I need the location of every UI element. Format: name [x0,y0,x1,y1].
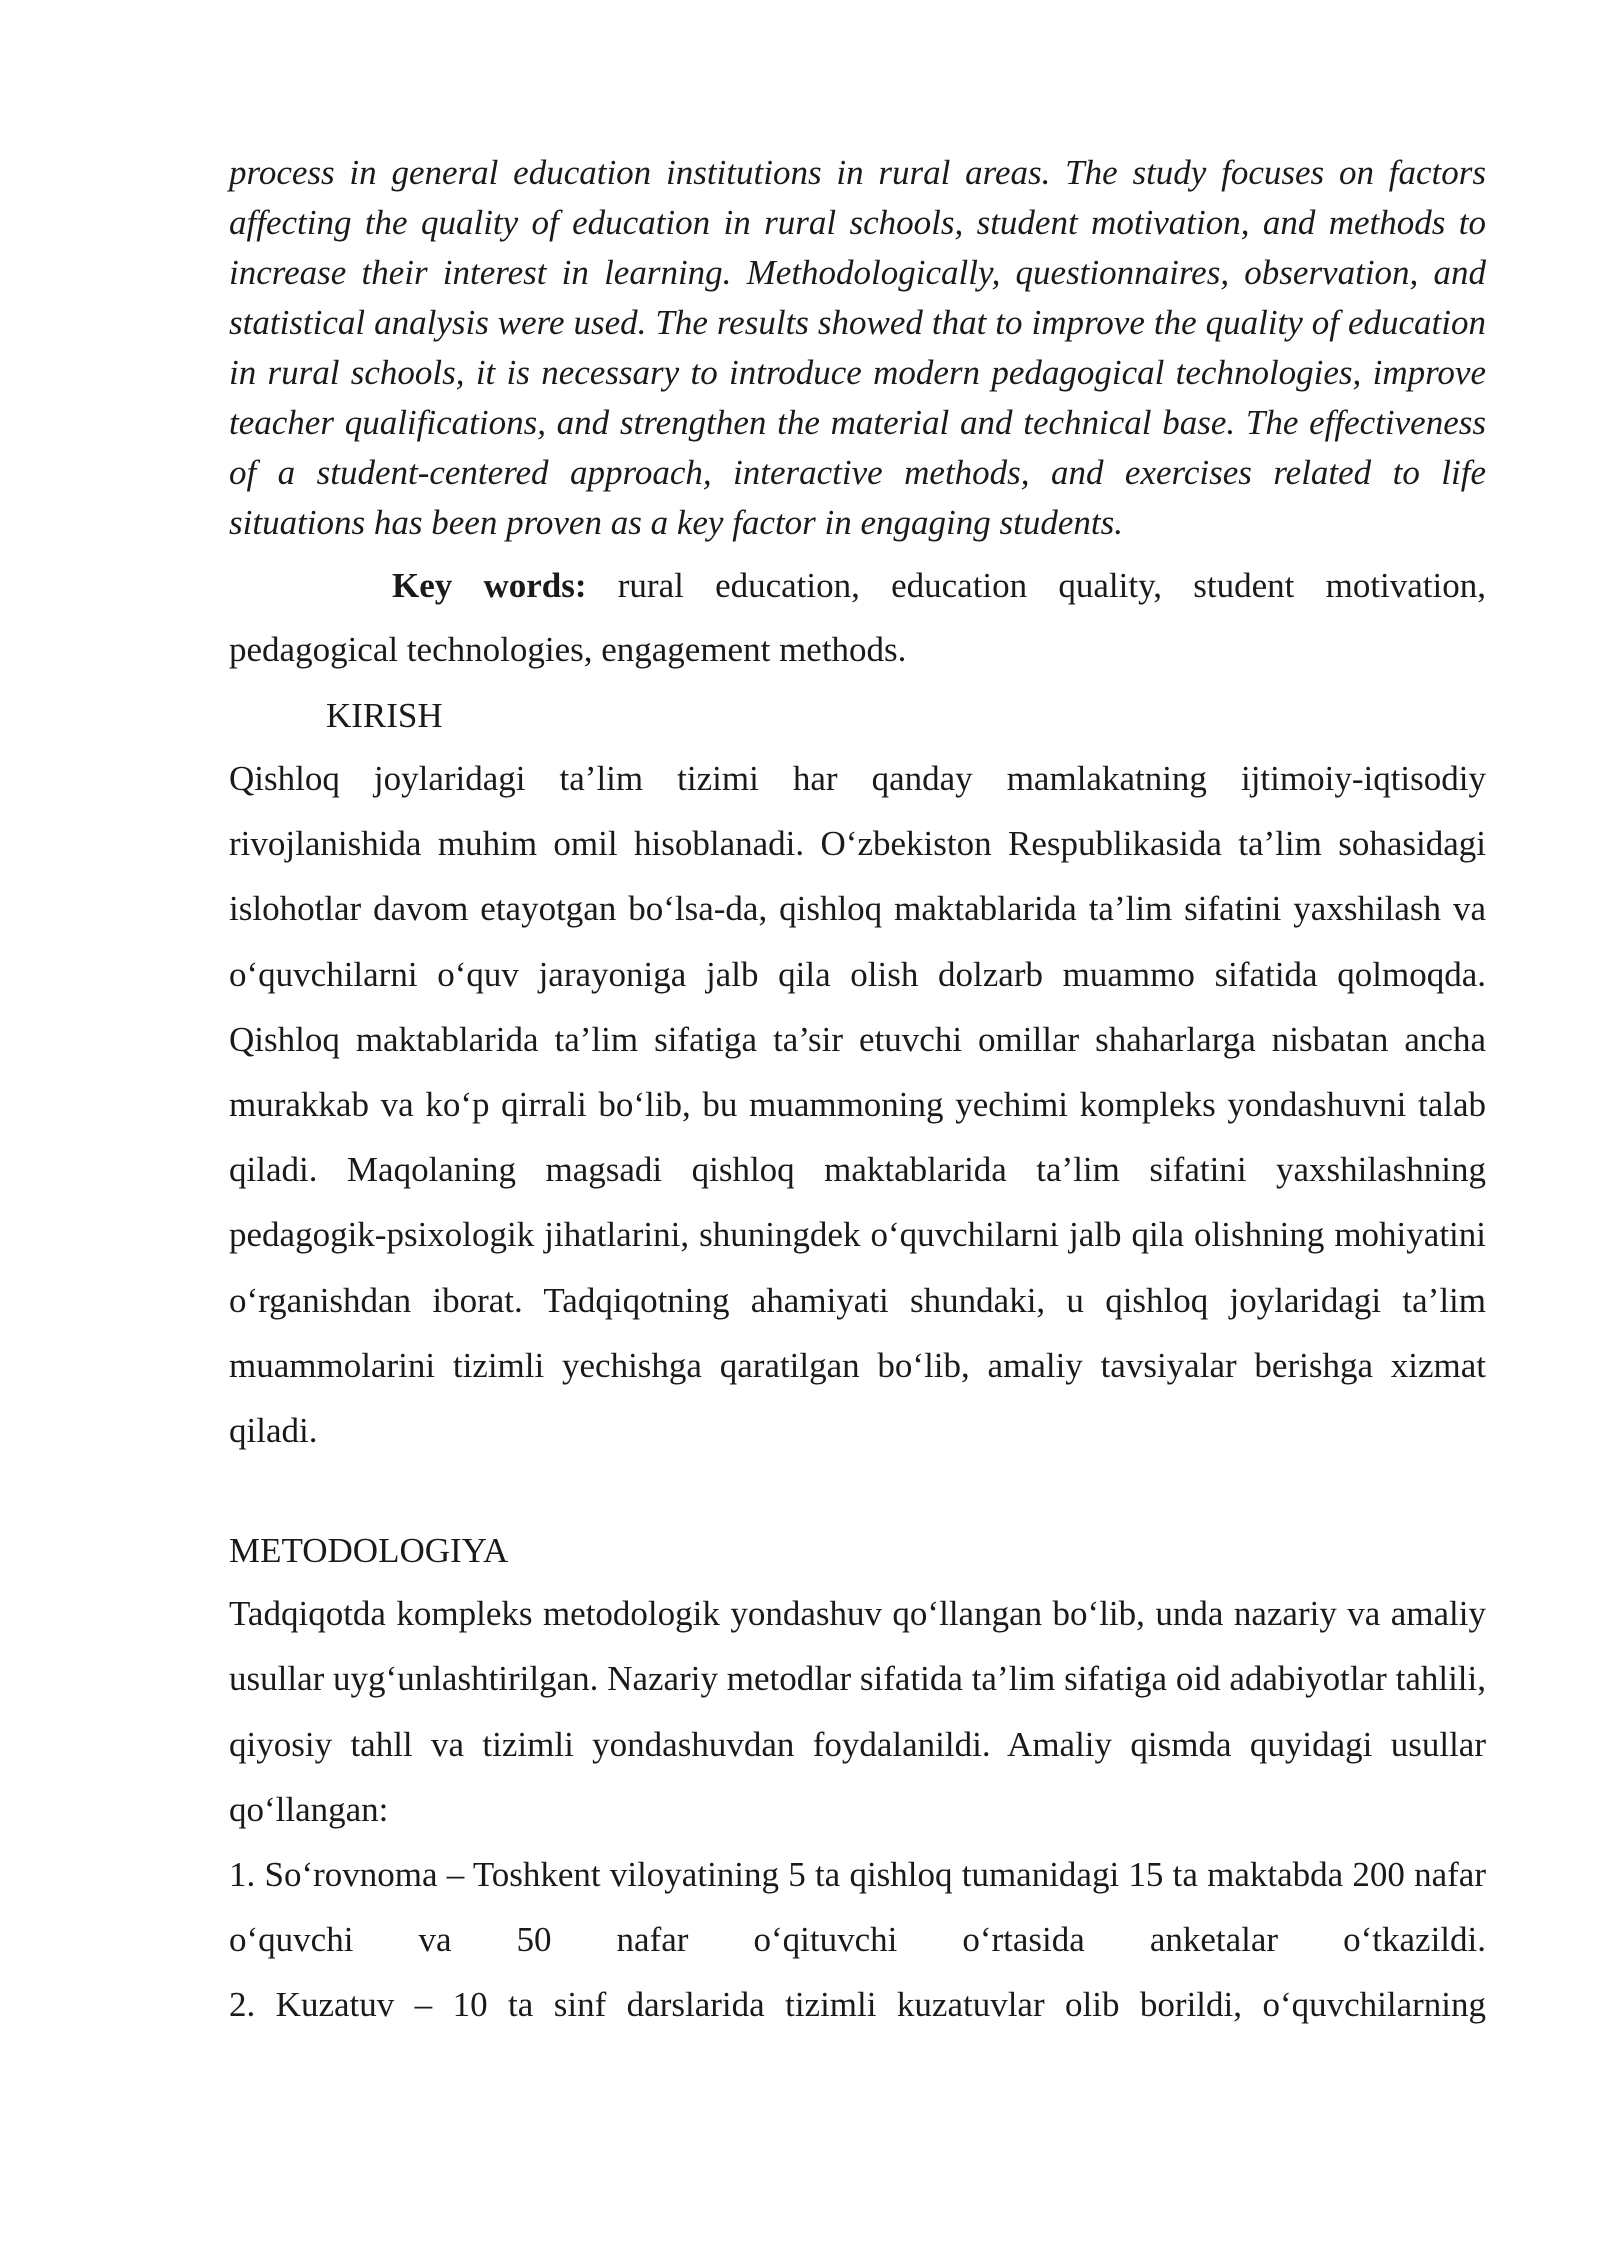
methodology-paragraph: Tadqiqotda kompleks metodologik yondashuv qo‘llangan bo‘lib, unda nazariy va amaliy usullar uyg‘unlashtirilgan. Nazariy metodlar sifatida ta’lim sifatiga oid adabiyotlar tahlili, qiyosiy tahll va tizimli yondashuvdan foydalanildi. Amaliy qismda quyidagi usullar qo‘llangan: [229,1594,1486,1829]
keywords-paragraph [229,554,1486,682]
methodology-list-item: 2. Kuzatuv – 10 ta sinf darslarida tizimli kuzatuvlar olib borildi, o‘quvchilarning [229,1985,1486,2025]
document-page [229,148,1486,2038]
methodology-list-item: 1. So‘rovnoma – Toshkent viloyatining 5 ta qishloq tumanidagi 15 ta maktabda 200 nafar o‘quvchi va 50 nafar o‘qituvchi o‘rtasida anketalar o‘tkazildi. [229,1855,1486,1960]
keywords-label: Key words: [392,566,587,605]
abstract-text: process in general education institutions in rural areas. The study focuses on factors affecting the quality of education in rural schools, student motivation, and methods to increase their interest in learning. Methodologically, questionnaires, observation, and statistical analysis were used. The results showed that to improve the quality of education in rural schools, it is necessary to introduce modern pedagogical technologies, improve teacher qualifications, and strengthen the material and technical base. The effectiveness of a student-centered approach, interactive methods, and exercises related to life situations has been proven as a key factor in engaging students. [229,153,1486,542]
intro-paragraph: Qishloq joylaridagi ta’lim tizimi har qanday mamlakatning ijtimoiy-iqtisodiy rivojlanishida muhim omil hisoblanadi. O‘zbekiston Respublikasida ta’lim sohasidagi islohotlar davom etayotgan bo‘lsa-da, qishloq maktablarida ta’lim sifatini yaxshilash va o‘quvchilarni o‘quv jarayoniga jalb qila olish dolzarb muammo sifatida qolmoqda. Qishloq maktablarida ta’lim sifatiga ta’sir etuvchi omillar shaharlarga nisbatan ancha murakkab va ko‘p qirrali bo‘lib, bu muammoning yechimi kompleks yondashuvni talab qiladi. Maqolaning magsadi qishloq maktablarida ta’lim sifatini yaxshilashning pedagogik-psixologik jihatlarini, shuningdek o‘quvchilarni jalb qila olishning mohiyatini o‘rganishdan iborat. Tadqiqotning ahamiyati shundaki, u qishloq joylaridagi ta’lim muammolarini tizimli yechishga qaratilgan bo‘lib, amaliy tavsiyalar berishga xizmat qiladi. [229,759,1486,1451]
keywords-text: rural education, education quality, student motivation, pedagogical technologies, engagement methods. [229,566,1487,669]
methodology-heading: METODOLOGIYA [229,1531,509,1571]
intro-heading: KIRISH [326,696,443,735]
